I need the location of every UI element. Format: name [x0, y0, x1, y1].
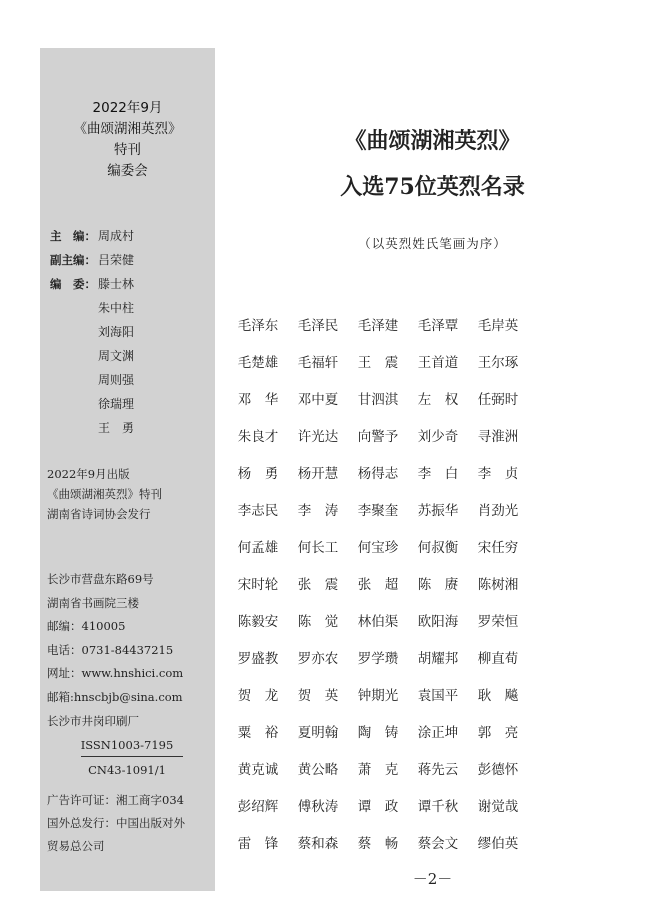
editor-name: 周成村: [98, 229, 135, 243]
name-row: [228, 305, 528, 342]
martyr-name: 蔡会文: [417, 835, 459, 852]
website: 网址：www.hnshici.com: [47, 666, 184, 681]
martyr-name: 罗荣恒: [477, 613, 519, 630]
editor-name: 王 勇: [98, 421, 135, 435]
martyr-name: 邓中夏: [297, 391, 339, 408]
martyr-name: 蔡 畅: [357, 835, 399, 852]
martyr-name: 耿 飚: [477, 687, 519, 704]
name-row: [228, 453, 528, 490]
phone: 电话：0731-84437215: [47, 642, 174, 657]
martyr-name: 谭 政: [357, 798, 399, 815]
martyr-name: 黄克诚: [237, 761, 279, 778]
issn-divider: [81, 756, 183, 757]
martyr-name: 何宝珍: [357, 539, 399, 556]
martyr-name: 毛福轩: [297, 354, 339, 371]
martyr-name: 何孟雄: [237, 539, 279, 556]
martyr-name: 罗盛教: [237, 650, 279, 667]
page-title: 《曲颂湖湘英烈》: [344, 128, 521, 154]
header-publication: 《曲颂湖湘英烈》: [73, 121, 182, 137]
martyr-name: 谢觉哉: [477, 798, 519, 815]
editor-list: [50, 224, 134, 440]
martyr-name: 袁国平: [417, 687, 459, 704]
martyr-name: 萧 克: [357, 761, 399, 778]
ad-license: 广告许可证：湘工商字034: [47, 793, 184, 807]
name-row: [228, 342, 528, 379]
martyr-name: 缪伯英: [477, 835, 519, 852]
editor-name: 刘海阳: [98, 325, 135, 339]
postcode: 邮编：410005: [47, 619, 126, 634]
sidebar-panel: [40, 48, 215, 891]
editor-row: [50, 320, 134, 344]
editor-row: [50, 272, 134, 296]
editor-row: [50, 416, 134, 440]
martyr-name: 夏明翰: [297, 724, 339, 741]
editor-row: [50, 248, 134, 272]
email: 邮箱:hnscbjb@sina.com: [47, 689, 183, 704]
martyr-name: 杨得志: [357, 465, 399, 482]
distribution-info: [47, 789, 185, 858]
martyr-name: 雷 锋: [237, 835, 279, 852]
martyr-name: 李聚奎: [357, 502, 399, 519]
martyr-name: 任弼时: [477, 391, 519, 408]
martyr-name: 李志民: [237, 502, 279, 519]
martyr-name: 黄公略: [297, 761, 339, 778]
martyr-name: 罗亦农: [297, 650, 339, 667]
martyr-name: 毛楚雄: [237, 354, 279, 371]
martyr-name: 陈毅安: [237, 613, 279, 630]
editorial-header: [40, 98, 215, 182]
martyr-name: 王首道: [417, 354, 459, 371]
issn-block: [47, 736, 207, 779]
martyr-name: 杨 勇: [237, 465, 279, 482]
martyr-name: 王尔琢: [477, 354, 519, 371]
martyr-name: 杨开慧: [297, 465, 339, 482]
name-row: [228, 675, 528, 712]
editor-name: 徐瑞理: [98, 397, 135, 411]
editor-row: [50, 224, 134, 248]
martyr-name: 宋时轮: [237, 576, 279, 593]
martyr-name: 林伯渠: [357, 613, 399, 630]
editor-role: 编 委：: [50, 277, 96, 291]
martyr-name: 陈 赓: [417, 576, 459, 593]
editor-name: 周文渊: [98, 349, 135, 363]
martyr-name: 彭德怀: [477, 761, 519, 778]
martyr-name: 甘泗淇: [357, 391, 399, 408]
martyr-name: 毛泽民: [297, 317, 339, 334]
martyr-name: 张 震: [297, 576, 339, 593]
martyr-name: 李 白: [417, 465, 459, 482]
cn-number: CN43-1091/1: [88, 763, 166, 777]
martyr-name: 陈 觉: [297, 613, 339, 630]
name-row: [228, 638, 528, 675]
martyr-name: 李 涛: [297, 502, 339, 519]
overseas-distribution-cont: 贸易总公司: [47, 839, 105, 853]
page-number: －2－: [412, 870, 453, 888]
martyr-name: 傅秋涛: [297, 798, 339, 815]
martyr-name: 欧阳海: [417, 613, 459, 630]
name-row: [228, 527, 528, 564]
martyr-name: 毛泽建: [357, 317, 399, 334]
ordering-note: （以英烈姓氏笔画为序）: [358, 236, 507, 251]
martyr-name: 贺 英: [297, 687, 339, 704]
martyr-name: 柳直荀: [477, 650, 519, 667]
martyr-name: 蔡和森: [297, 835, 339, 852]
contact-info: [47, 568, 183, 733]
editor-name: 吕荣健: [98, 253, 135, 267]
martyr-name: 谭千秋: [417, 798, 459, 815]
editor-name: 朱中柱: [98, 301, 135, 315]
editor-role: 副主编：: [50, 253, 96, 267]
address-building: 湖南省书画院三楼: [47, 595, 139, 610]
editor-name: 周则强: [98, 373, 135, 387]
martyr-name: 粟 裕: [237, 724, 279, 741]
name-row: [228, 823, 528, 860]
martyr-name: 寻淮洲: [477, 428, 519, 445]
name-row: [228, 416, 528, 453]
martyr-name: 朱良才: [237, 428, 279, 445]
name-row: [228, 564, 528, 601]
martyr-name: 苏振华: [417, 502, 459, 519]
header-special-issue: 特刊: [114, 142, 141, 158]
martyr-name: 毛泽覃: [417, 317, 459, 334]
martyr-name: 张 超: [357, 576, 399, 593]
header-committee: 编委会: [107, 163, 148, 179]
martyr-name: 罗学瓒: [357, 650, 399, 667]
martyr-name: 陶 铸: [357, 724, 399, 741]
name-row: [228, 786, 528, 823]
name-row: [228, 490, 528, 527]
martyr-name: 何长工: [297, 539, 339, 556]
martyr-name: 李 贞: [477, 465, 519, 482]
martyr-name: 何叔衡: [417, 539, 459, 556]
martyr-name: 涂正坤: [417, 724, 459, 741]
martyr-name: 刘少奇: [417, 428, 459, 445]
martyr-name: 陈树湘: [477, 576, 519, 593]
martyr-name: 胡耀邦: [417, 650, 459, 667]
editor-role: 主 编：: [50, 229, 96, 243]
name-row: [228, 712, 528, 749]
overseas-distribution: 国外总发行：中国出版对外: [47, 816, 185, 830]
martyr-name: 贺 龙: [237, 687, 279, 704]
publication-issuer: 湖南省诗词协会发行: [47, 507, 151, 521]
header-date: 2022年9月: [92, 100, 163, 116]
martyr-name: 邓 华: [237, 391, 279, 408]
publication-title: 《曲颂湖湘英烈》特刊: [47, 487, 162, 501]
martyr-name: 郭 亮: [477, 724, 519, 741]
martyr-name: 左 权: [417, 391, 459, 408]
issn-number: ISSN1003-7195: [80, 738, 174, 752]
page-subtitle: 入选75位英烈名录: [340, 174, 525, 200]
martyr-name: 彭绍辉: [237, 798, 279, 815]
martyr-name: 宋任穷: [477, 539, 519, 556]
editor-row: [50, 344, 134, 368]
martyr-name: 毛泽东: [237, 317, 279, 334]
editor-row: [50, 392, 134, 416]
name-row: [228, 601, 528, 638]
printer: 长沙市井岗印刷厂: [47, 713, 139, 728]
martyr-name: 蒋先云: [417, 761, 459, 778]
editor-row: [50, 368, 134, 392]
address-street: 长沙市营盘东路69号: [47, 572, 154, 586]
martyr-name: 毛岸英: [477, 317, 519, 334]
martyr-name: 向警予: [357, 428, 399, 445]
editor-name: 滕士林: [98, 277, 135, 291]
martyr-name: 王 震: [357, 354, 399, 371]
martyr-name: 钟期光: [357, 687, 399, 704]
name-row: [228, 379, 528, 416]
martyr-name-grid: [228, 305, 528, 860]
publication-date: 2022年9月出版: [47, 467, 130, 481]
martyr-name: 肖劲光: [477, 502, 519, 519]
martyr-name: 许光达: [297, 428, 339, 445]
publication-info: [47, 464, 162, 524]
editor-row: [50, 296, 134, 320]
name-row: [228, 749, 528, 786]
